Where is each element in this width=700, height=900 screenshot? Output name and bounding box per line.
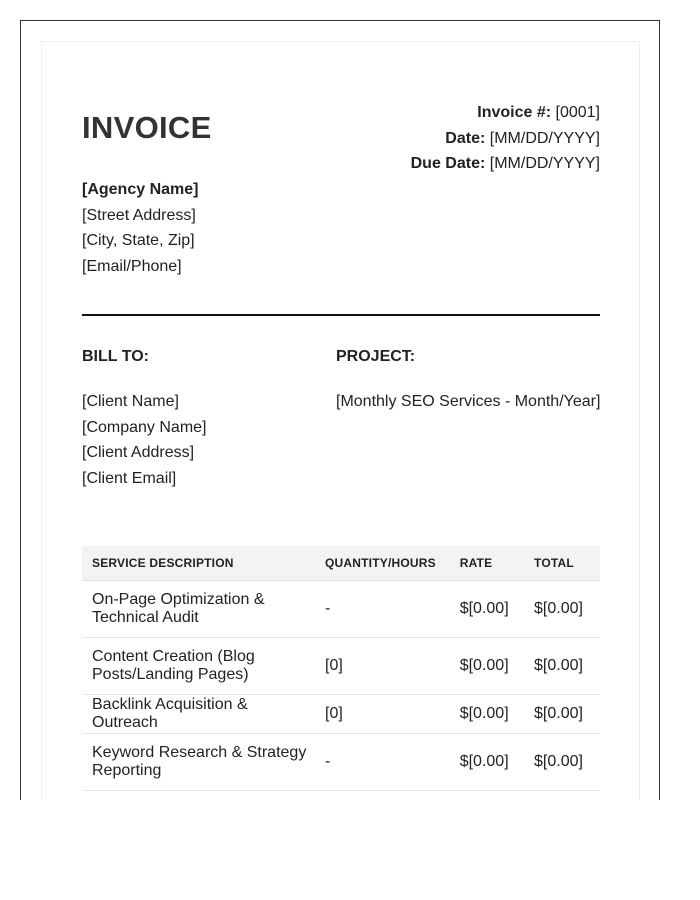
services-table (82, 546, 600, 791)
service-total: $[0.00] (524, 695, 600, 734)
bill-to-block (82, 389, 207, 492)
invoice-meta (411, 100, 600, 177)
client-address: [Client Address] (82, 444, 195, 462)
invoice-number-label: Invoice #: (477, 104, 552, 121)
service-description: Keyword Research & Strategy Reporting (82, 734, 315, 791)
service-quantity: [0] (315, 695, 450, 734)
service-quantity: - (315, 581, 450, 638)
service-description: Backlink Acquisition & Outreach (82, 695, 315, 734)
invoice-date-value: [MM/DD/YYYY] (489, 129, 600, 147)
agency-name: [Agency Name] (82, 181, 199, 198)
agency-street: [Street Address] (82, 206, 196, 224)
service-total: $[0.00] (524, 581, 600, 638)
service-total: $[0.00] (524, 638, 600, 695)
header-service-description: SERVICE DESCRIPTION (82, 546, 315, 581)
service-rate: $[0.00] (450, 734, 524, 791)
header-total: TOTAL (524, 546, 600, 581)
project-heading: PROJECT: (336, 348, 416, 365)
service-quantity: - (315, 734, 450, 791)
table-header-row (82, 546, 600, 581)
project-description: [Monthly SEO Services - Month/Year] (336, 393, 601, 410)
service-description: Content Creation (Blog Posts/Landing Pages) (82, 638, 315, 695)
header-divider (82, 314, 600, 316)
agency-contact: [Email/Phone] (82, 258, 182, 276)
due-date-value: [MM/DD/YYYY] (489, 155, 600, 172)
client-name: [Client Name] (82, 393, 179, 410)
table-row (82, 695, 600, 734)
table-row (82, 734, 600, 791)
invoice-date-label: Date: (445, 129, 486, 147)
service-rate: $[0.00] (450, 695, 524, 734)
table-row (82, 581, 600, 638)
service-rate: $[0.00] (450, 581, 524, 638)
invoice-number-value: [0001] (555, 104, 600, 121)
header-rate: RATE (450, 546, 524, 581)
agency-city: [City, State, Zip] (82, 232, 195, 250)
invoice-number-line (411, 100, 600, 126)
invoice-date-line (411, 126, 600, 152)
agency-block (82, 177, 198, 280)
header-quantity-hours: QUANTITY/HOURS (315, 546, 450, 581)
table-row (82, 638, 600, 695)
bill-to-heading: BILL TO: (82, 348, 149, 365)
service-rate: $[0.00] (450, 638, 524, 695)
invoice-title: INVOICE (82, 110, 212, 145)
client-email: [Client Email] (82, 470, 177, 488)
service-description: On-Page Optimization & Technical Audit (82, 581, 315, 638)
service-total: $[0.00] (524, 734, 600, 791)
due-date-label: Due Date: (410, 155, 486, 172)
due-date-line (411, 151, 600, 177)
company-name: [Company Name] (82, 418, 207, 436)
service-quantity: [0] (315, 638, 450, 695)
